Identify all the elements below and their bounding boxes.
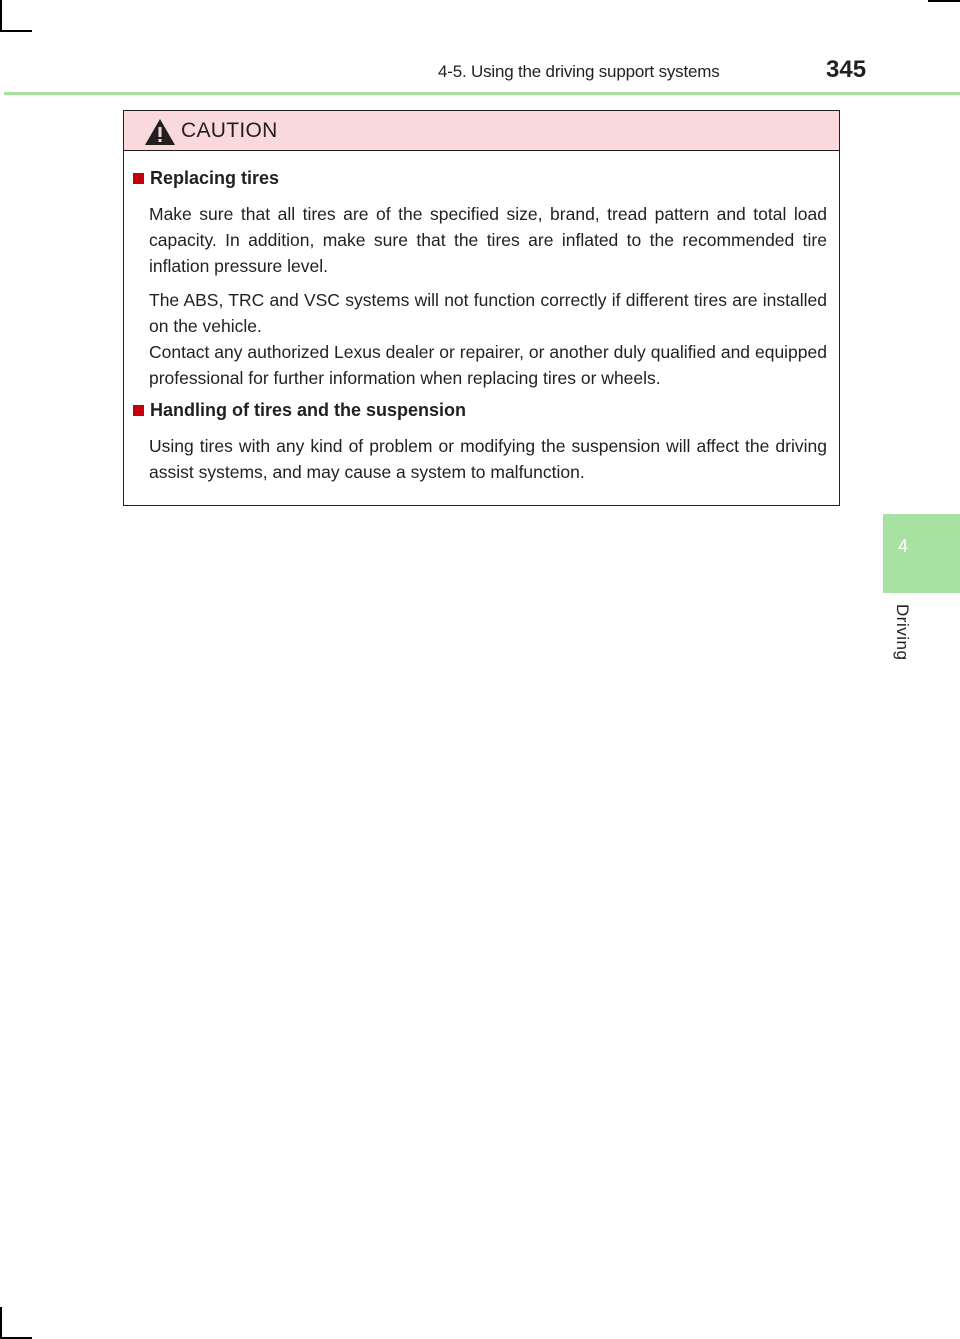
paragraph — [149, 201, 827, 279]
chapter-label: Driving — [893, 604, 912, 661]
section-heading-text: Handling of tires and the suspension — [150, 400, 467, 420]
section-heading-text: Replacing tires — [150, 168, 280, 188]
caution-box — [123, 110, 840, 506]
section-heading-handling-of-tires — [133, 400, 466, 421]
crop-mark-top-left-h — [0, 30, 32, 32]
header-rule — [4, 92, 960, 95]
paragraph-line: Using tires with any kind of problem or modifying the suspension will affect the driving assist systems, and may cause a system to malfunction. — [149, 436, 827, 482]
crop-mark-top-right-h — [928, 0, 960, 2]
paragraph — [149, 287, 827, 391]
paragraph — [149, 433, 827, 485]
crop-mark-bottom-left-v — [0, 1307, 2, 1339]
caution-header — [124, 111, 839, 151]
paragraph-line: The ABS, TRC and VSC systems will not function correctly if different tires are installed on the vehicle. — [149, 290, 827, 336]
section-heading-replacing-tires — [133, 168, 279, 189]
paragraph-line: Contact any authorized Lexus dealer or repairer, or another duly qualified and equipped professional for further information when replacing tires or wheels. — [149, 342, 827, 388]
crop-mark-top-left-v — [0, 0, 2, 32]
chapter-tab — [883, 514, 960, 593]
paragraph-line: Make sure that all tires are of the specified size, brand, tread pattern and total load capacity. In addition, make sure that the tires are inflated to the recommended tire inflation pressure level. — [149, 204, 827, 276]
bullet-square — [133, 405, 144, 416]
bullet-square — [133, 173, 144, 184]
warning-triangle-icon — [144, 118, 176, 146]
caution-label: CAUTION — [181, 119, 278, 142]
section-title: 4-5. Using the driving support systems — [438, 62, 720, 81]
chapter-number: 4 — [897, 536, 908, 556]
page-number: 345 — [826, 56, 867, 83]
